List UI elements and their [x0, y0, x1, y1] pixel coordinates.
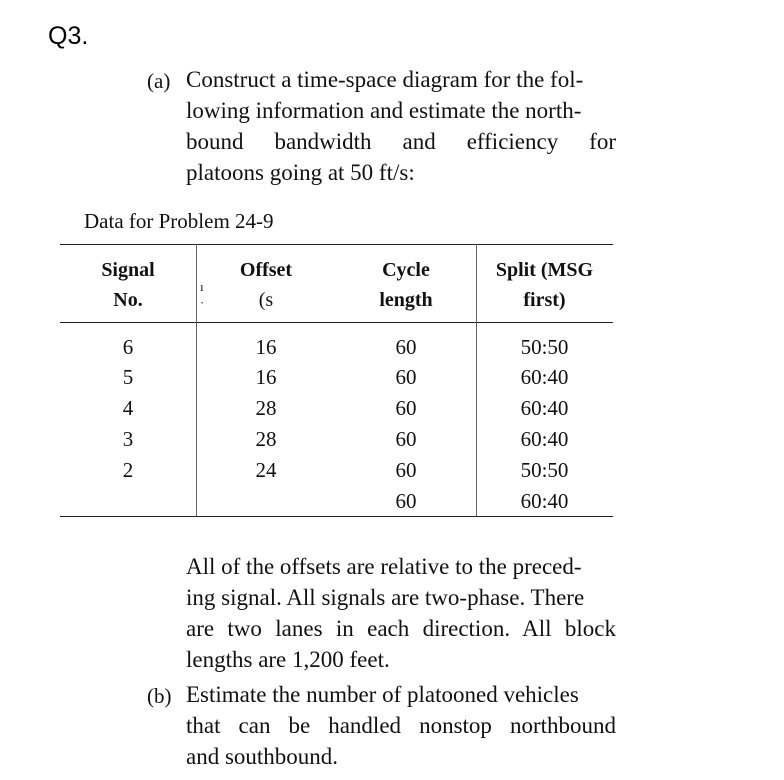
header-split-line2: first) [523, 289, 566, 311]
notes-line: are two lanes in each direction. All block [186, 616, 616, 641]
table-cell-split: 60:40 [520, 396, 569, 420]
part-a-label: (a) [147, 69, 171, 93]
table-header-rule [60, 322, 613, 323]
header-offset-line2: (s [258, 289, 274, 311]
table-cell-signal [60, 486, 196, 517]
part-b-line: and southbound. [186, 744, 339, 769]
part-a-line: lowing information and estimate the north- [186, 98, 582, 123]
table-cell-signal: 5 [122, 365, 134, 389]
table-cell-signal: 2 [122, 458, 134, 482]
part-a-line: platoons going at 50 ft/s: [186, 160, 415, 185]
table-cell-cycle: 60 [395, 396, 417, 420]
table-cell-offset: 28 [255, 427, 277, 451]
notes-line: lengths are 1,200 feet. [186, 647, 390, 672]
table-cell-offset: 16 [255, 335, 277, 359]
table-cell-offset: 28 [255, 396, 277, 420]
table-cell-offset [196, 486, 336, 517]
table-cell-cycle: 60 [395, 335, 417, 359]
header-offset-line1: Offset [239, 259, 293, 281]
header-offset [196, 255, 336, 315]
part-a-text [186, 64, 616, 188]
scan-mark: · [200, 295, 205, 310]
part-a-line: Construct a time-space diagram for the fol- [186, 67, 584, 92]
header-split-line1: Split (MSG [495, 259, 594, 281]
header-signal-line2: No. [113, 289, 143, 311]
table-cell-signal: 4 [122, 396, 134, 420]
table-cell-signal: 3 [122, 427, 134, 451]
header-split [476, 255, 613, 315]
table-cell-split: 60:40 [520, 427, 569, 451]
table-cell-split: 50:50 [520, 458, 569, 482]
table-cell-split: 60:40 [520, 489, 569, 513]
table-cell-cycle: 60 [395, 489, 417, 513]
header-cycle-line2: length [379, 289, 433, 311]
table-cell-split: 50:50 [520, 335, 569, 359]
notes-line: ing signal. All signals are two-phase. There [186, 585, 585, 610]
table-top-rule [60, 244, 613, 245]
table-cell-split: 60:40 [520, 365, 569, 389]
table-cell-signal: 6 [122, 335, 134, 359]
header-signal-line1: Signal [101, 259, 155, 281]
part-a-line: bound bandwidth and efficiency for [186, 129, 616, 154]
part-b-line: that can be handled nonstop northbound [186, 713, 616, 738]
notes-line: All of the offsets are relative to the preced- [186, 554, 582, 579]
header-cycle [336, 255, 476, 315]
table-caption: Data for Problem 24-9 [84, 209, 274, 233]
question-label: Q3. [48, 22, 89, 50]
header-cycle-line1: Cycle [382, 259, 430, 281]
table-cell-cycle: 60 [395, 365, 417, 389]
part-b-line: Estimate the number of platooned vehicles [186, 682, 579, 707]
table-cell-cycle: 60 [395, 427, 417, 451]
notes-text [186, 551, 616, 675]
table-cell-cycle: 60 [395, 458, 417, 482]
part-b-text [186, 679, 616, 772]
table-cell-offset: 24 [255, 458, 277, 482]
header-signal [60, 255, 196, 315]
scan-mark: ı [200, 279, 204, 294]
table-cell-offset: 16 [255, 365, 277, 389]
part-b-label: (b) [147, 684, 172, 708]
